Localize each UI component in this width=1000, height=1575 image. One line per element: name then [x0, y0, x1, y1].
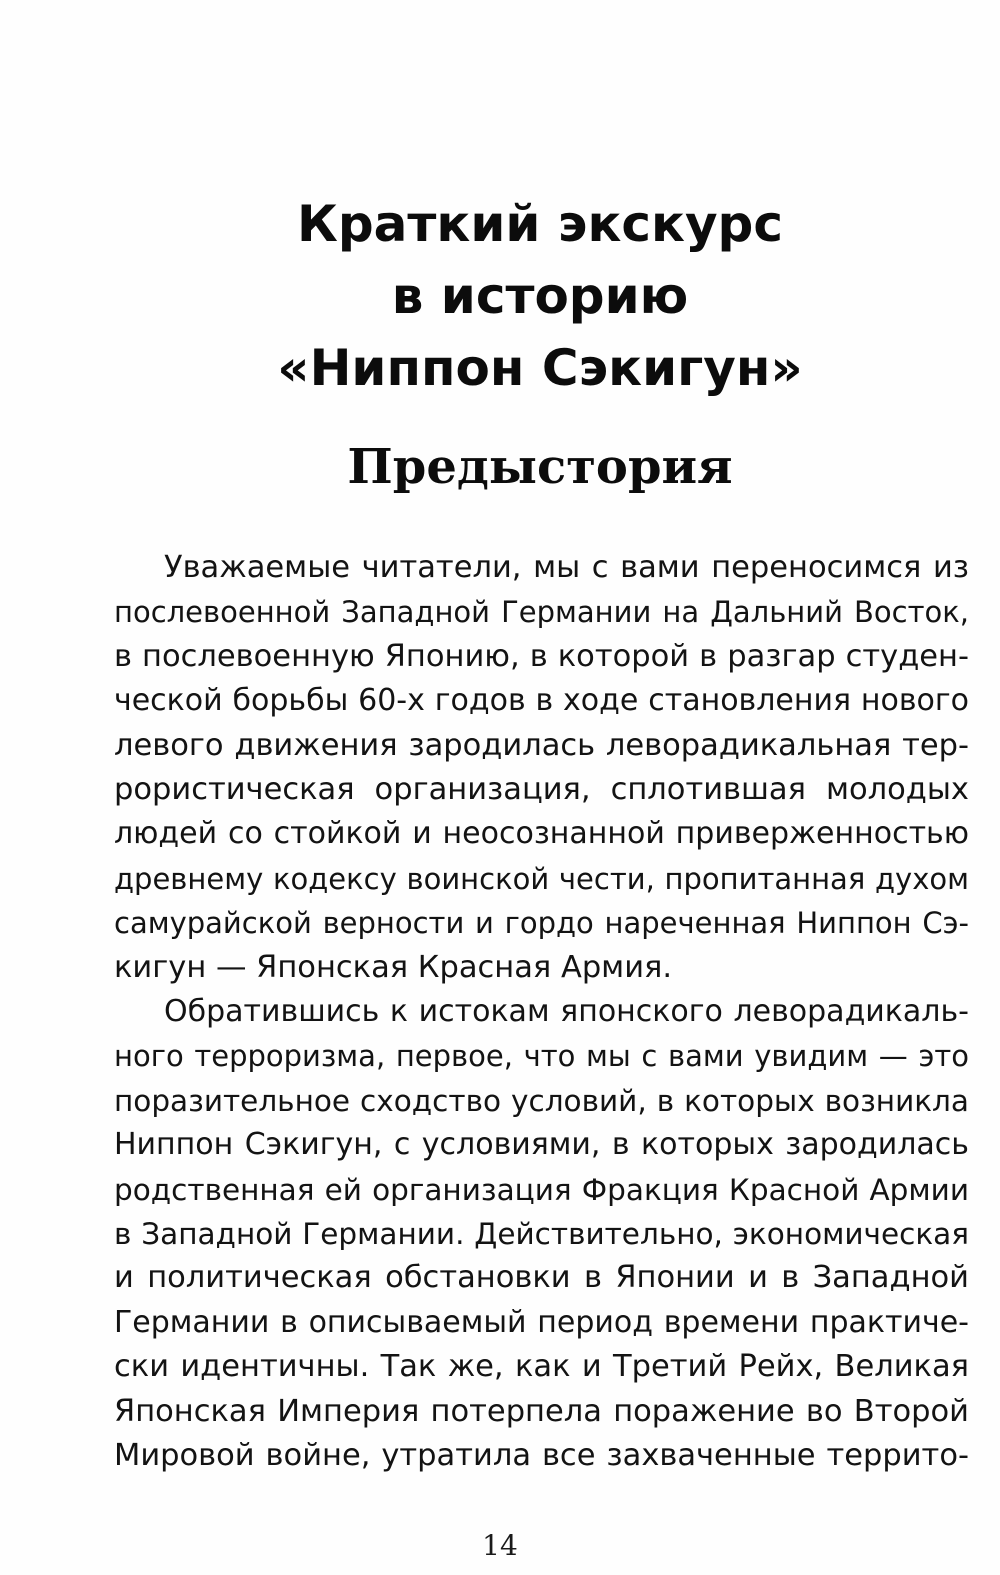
- text-line: Обратившись к истокам японского леворадикаль-: [164, 994, 969, 1029]
- text-line: самурайской верности и гордо нареченная Ниппон Сэ-: [114, 906, 969, 941]
- chapter-title-line: Краткий экскурс: [297, 195, 783, 253]
- chapter-title: [100, 188, 980, 404]
- text-line: Мировой войне, утратила все захваченные террито-: [114, 1437, 969, 1473]
- text-line: Японская Империя потерпела поражение во Второй: [114, 1393, 969, 1429]
- text-line: людей со стойкой и неосознанной приверженностью: [114, 816, 969, 852]
- chapter-title-line: в историю: [391, 267, 689, 325]
- page-number: 14: [482, 1529, 518, 1562]
- text-line: ного терроризма, первое, что мы с вами увидим — это: [114, 1039, 969, 1074]
- chapter-title-line: «Ниппон Сэкигун»: [277, 339, 803, 397]
- paragraph: [114, 990, 969, 1478]
- text-line: ски идентичны. Так же, как и Третий Рейх, Великая: [114, 1349, 969, 1385]
- text-line: поразительное сходство условий, в которых возникла: [114, 1083, 969, 1118]
- text-line: и политическая обстановки в Японии и в Западной: [114, 1260, 969, 1296]
- text-line: Уважаемые читатели, мы с вами переносимся из: [164, 550, 969, 585]
- text-line: левого движения зародилась леворадикальная тер-: [114, 727, 969, 763]
- text-line: послевоенной Западной Германии на Дальний Восток,: [114, 595, 969, 630]
- text-line: родственная ей организация Фракция Красной Армии: [114, 1172, 969, 1207]
- text-line: ческой борьбы 60-х годов в ходе становления нового: [114, 683, 969, 719]
- text-line: древнему кодексу воинской чести, пропитанная духом: [114, 861, 969, 896]
- text-line: рористическая организация, сплотившая молодых: [114, 771, 969, 807]
- text-line: в Западной Германии. Действительно, экономическая: [114, 1216, 969, 1251]
- text-line: в послевоенную Японию, в которой в разгар студен-: [114, 638, 969, 674]
- paragraph: [114, 546, 969, 990]
- text-line: кигун — Японская Красная Армия.: [114, 949, 673, 985]
- text-line: Ниппон Сэкигун, с условиями, в которых зародилась: [114, 1127, 969, 1163]
- section-heading: Предыстория: [347, 439, 733, 495]
- text-line: Германии в описываемый период времени практиче-: [114, 1304, 969, 1340]
